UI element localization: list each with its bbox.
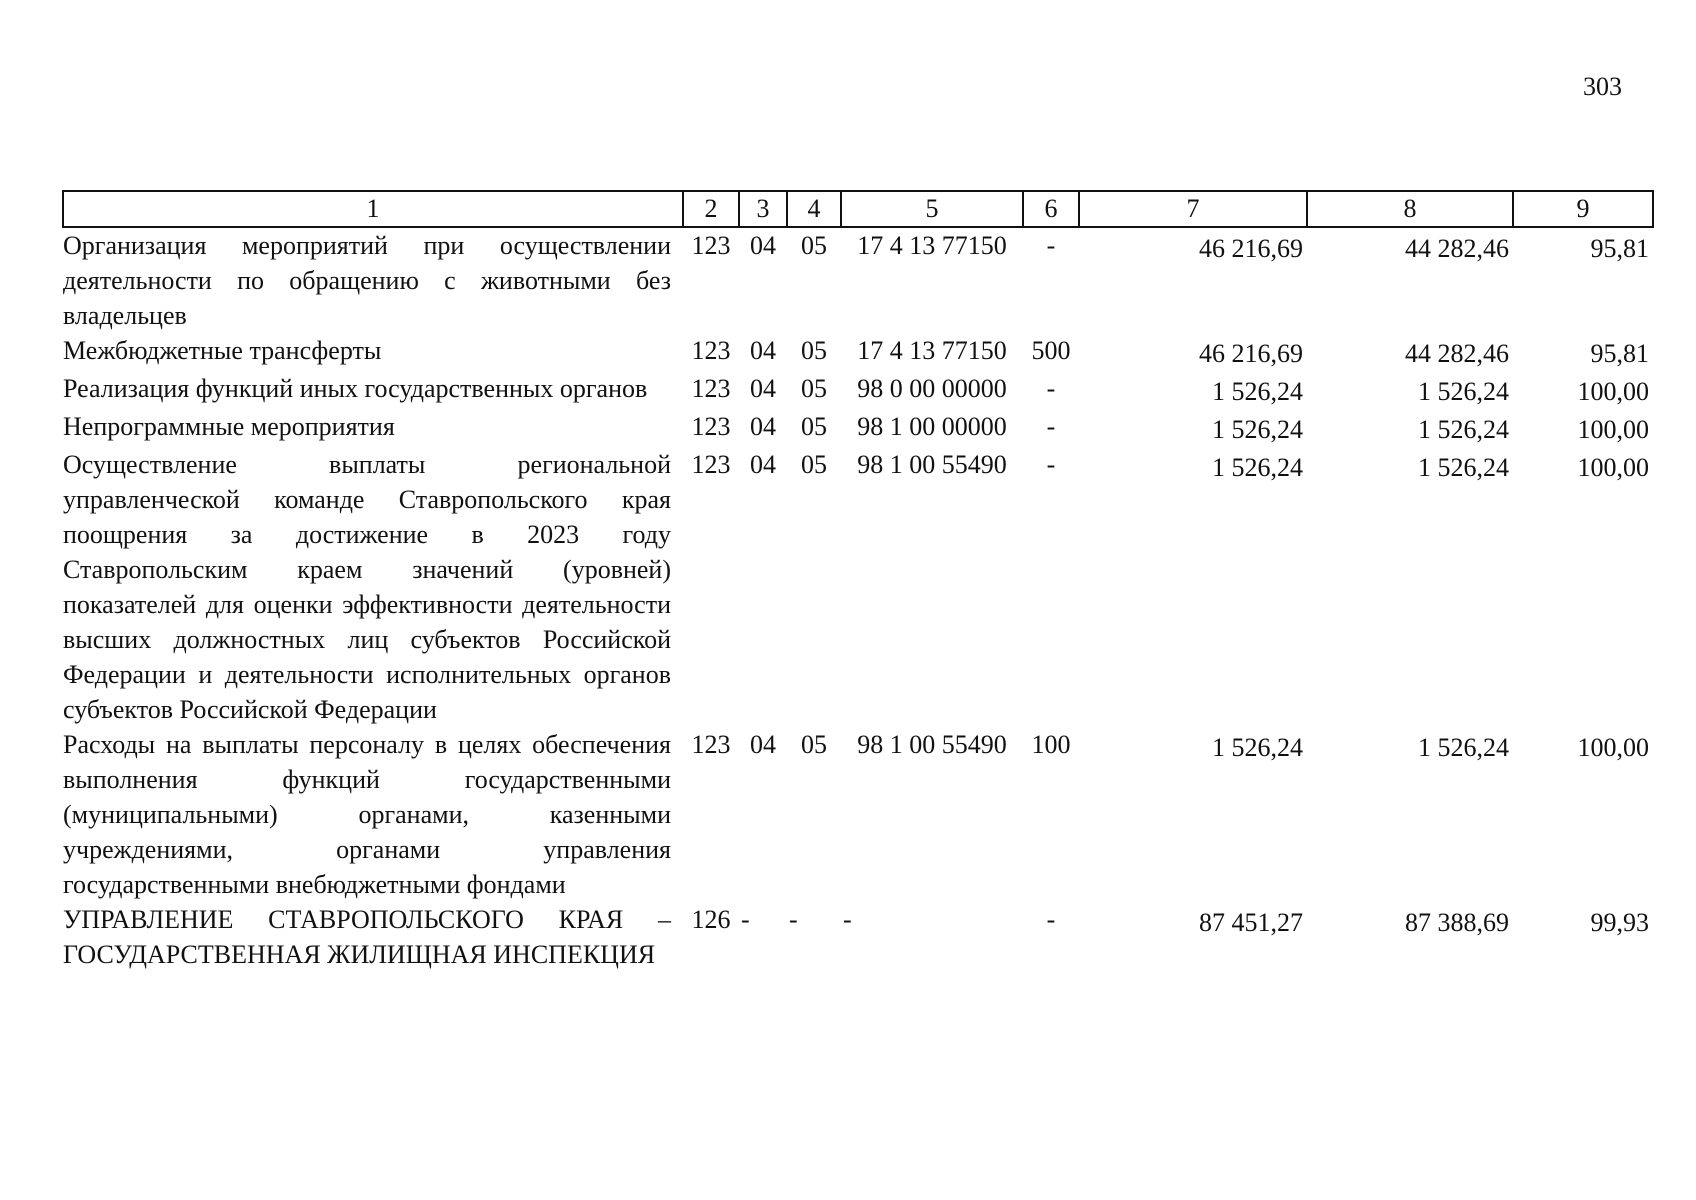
row-execution-percent: 100,00 <box>1577 453 1649 482</box>
row-executed-amount: 1 526,24 <box>1418 733 1509 762</box>
table-row <box>63 447 1653 727</box>
row-expense-type: - <box>1046 412 1056 441</box>
table-row <box>63 371 1653 409</box>
table-row <box>63 409 1653 447</box>
row-section-code: 04 <box>750 336 776 365</box>
row-executed-amount: 1 526,24 <box>1418 453 1509 482</box>
row-section-code: 04 <box>750 450 776 479</box>
row-expense-type: - <box>1046 450 1056 479</box>
row-subsection-code: - <box>789 905 798 934</box>
table-row <box>63 727 1653 902</box>
row-execution-percent: 99,93 <box>1590 908 1649 937</box>
row-executed-amount: 1 526,24 <box>1418 415 1509 444</box>
row-name: Расходы на выплаты персоналу в целях обеспечения выполнения функций государственными (муниципальными) органами, казенными учреждениями, органами управления государственными внебюджетными фондами <box>63 730 671 899</box>
row-target-code: 98 0 00 00000 <box>857 374 1007 403</box>
header-col-3: 3 <box>739 191 787 227</box>
row-target-code: 98 1 00 55490 <box>857 730 1007 759</box>
row-ministry-code: 126 <box>691 905 731 934</box>
row-target-code: 17 4 13 77150 <box>857 336 1007 365</box>
row-name: Реализация функций иных государственных органов <box>63 374 648 403</box>
header-col-6: 6 <box>1023 191 1079 227</box>
row-section-code: 04 <box>750 231 776 260</box>
row-name: Непрограммные мероприятия <box>63 412 395 441</box>
row-planned-amount: 87 451,27 <box>1199 908 1303 937</box>
row-executed-amount: 87 388,69 <box>1405 908 1509 937</box>
row-target-code: 98 1 00 55490 <box>857 450 1007 479</box>
row-target-code: 98 1 00 00000 <box>857 412 1007 441</box>
row-expense-type: 100 <box>1031 730 1071 759</box>
row-planned-amount: 1 526,24 <box>1212 453 1303 482</box>
row-planned-amount: 1 526,24 <box>1212 733 1303 762</box>
row-planned-amount: 46 216,69 <box>1199 339 1303 368</box>
row-execution-percent: 100,00 <box>1577 733 1649 762</box>
row-ministry-code: 123 <box>691 730 731 759</box>
row-executed-amount: 1 526,24 <box>1418 377 1509 406</box>
table-row <box>63 333 1653 371</box>
row-ministry-code: 123 <box>691 336 731 365</box>
header-row <box>63 191 1653 227</box>
row-execution-percent: 100,00 <box>1577 415 1649 444</box>
row-executed-amount: 44 282,46 <box>1405 234 1509 263</box>
row-planned-amount: 1 526,24 <box>1212 377 1303 406</box>
row-subsection-code: 05 <box>801 374 827 403</box>
row-planned-amount: 1 526,24 <box>1212 415 1303 444</box>
row-section-code: 04 <box>750 412 776 441</box>
row-subsection-code: 05 <box>801 730 827 759</box>
header-col-4: 4 <box>787 191 841 227</box>
row-expense-type: 500 <box>1031 336 1071 365</box>
row-name: Межбюджетные трансферты <box>63 336 382 365</box>
row-subsection-code: 05 <box>801 412 827 441</box>
row-executed-amount: 44 282,46 <box>1405 339 1509 368</box>
row-section-code: 04 <box>750 374 776 403</box>
row-subsection-code: 05 <box>801 336 827 365</box>
row-section-code: - <box>741 905 750 934</box>
row-target-code: 17 4 13 77150 <box>857 231 1007 260</box>
header-col-5: 5 <box>841 191 1023 227</box>
row-expense-type: - <box>1046 374 1056 403</box>
row-ministry-code: 123 <box>691 374 731 403</box>
row-planned-amount: 46 216,69 <box>1199 234 1303 263</box>
header-col-1: 1 <box>63 191 683 227</box>
header-col-7: 7 <box>1079 191 1307 227</box>
row-ministry-code: 123 <box>691 450 731 479</box>
header-col-8: 8 <box>1307 191 1513 227</box>
row-section-code: 04 <box>750 730 776 759</box>
row-ministry-code: 123 <box>691 231 731 260</box>
row-name: Организация мероприятий при осуществлении деятельности по обращению с животными без владельцев <box>63 231 671 330</box>
row-execution-percent: 95,81 <box>1590 234 1649 263</box>
table-row <box>63 902 1653 972</box>
row-execution-percent: 100,00 <box>1577 377 1649 406</box>
header-col-2: 2 <box>683 191 739 227</box>
row-expense-type: - <box>1046 231 1056 260</box>
row-name: УПРАВЛЕНИЕ СТАВРОПОЛЬСКОГО КРАЯ – ГОСУДАРСТВЕННАЯ ЖИЛИЩНАЯ ИНСПЕКЦИЯ <box>63 905 671 969</box>
row-ministry-code: 123 <box>691 412 731 441</box>
row-subsection-code: 05 <box>801 450 827 479</box>
page-number: 303 <box>1583 72 1622 101</box>
table-row <box>63 227 1653 333</box>
row-name: Осуществление выплаты региональной управленческой команде Ставропольского края поощрения за достижение в 2023 году Ставропольским краем значений (уровней) показателей для оценки эффективности деятельности высших должностных лиц субъектов Российской Федерации и деятельности исполнительных органов субъектов Российской Федерации <box>63 450 671 724</box>
row-execution-percent: 95,81 <box>1590 339 1649 368</box>
row-expense-type: - <box>1046 905 1056 934</box>
budget-table <box>62 190 1654 972</box>
header-col-9: 9 <box>1513 191 1653 227</box>
row-target-code: - <box>843 905 852 934</box>
row-subsection-code: 05 <box>801 231 827 260</box>
